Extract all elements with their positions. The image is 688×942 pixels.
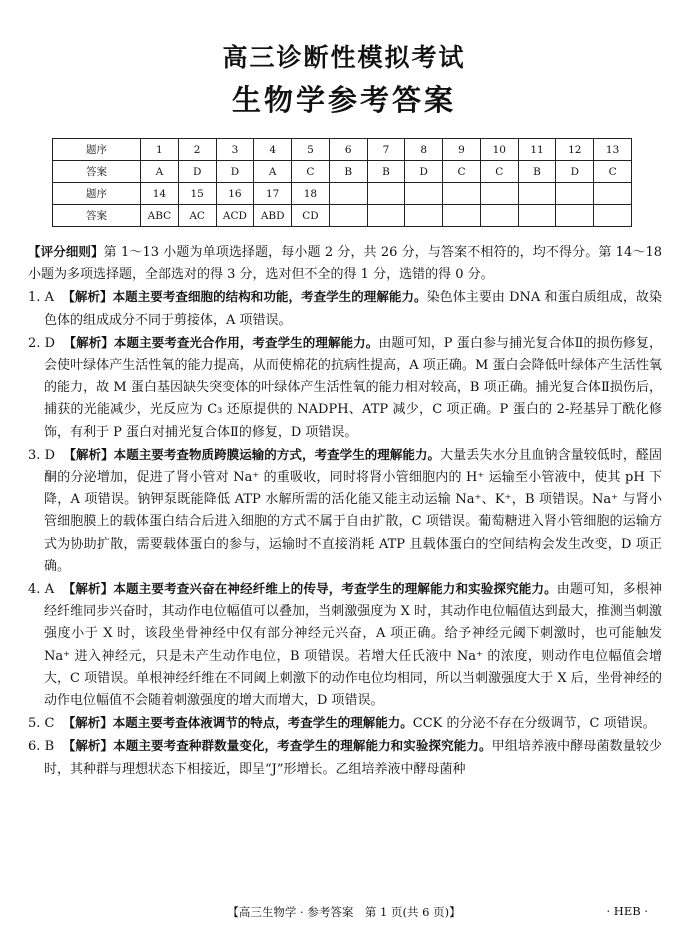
scoring-text: 第 1～13 小题为单项选择题，每小题 2 分，共 26 分，与答案不相符的，均不得分。第 14～18 小题为多项选择题，全部选对的得 3 分，选对但不全的得 1 分，选错的得 0 分。 <box>28 245 662 283</box>
table-cell: D <box>216 161 254 183</box>
analysis-summary: 本题主要考查细胞的结构和功能，考查学生的理解能力。 <box>112 289 427 305</box>
table-cell: 17 <box>254 183 292 205</box>
page-footer: 【高三生物学 · 参考答案 第 1 页(共 6 页)】 <box>227 905 461 919</box>
analysis-text: 大量丢失水分且血钠含量较低时，醛固酮的分泌增加，促进了肾小管对 Na⁺ 的重吸收，同时将肾小管细胞内的 H⁺ 运输至小管液中，使其 pH 下降，A 项错误。钠钾泵既能降低 ATP 水解所需的活化能又能主动运输 Na⁺、K⁺，B 项错误。Na⁺ 与肾小管细胞膜上的载体蛋白结合后进入细胞的方式不属于自由扩散，C 项错误。葡萄糖进入肾小管细胞的运输方式为协助扩散，需要载体蛋白的参与，运输时不直接消耗 ATP 且载体蛋白的空间结构会发生改变，D 项正确。 <box>44 447 662 574</box>
table-cell: A <box>254 161 292 183</box>
question-answer <box>28 712 662 735</box>
question-answer <box>28 286 662 331</box>
answer-table <box>52 138 632 227</box>
table-cell: C <box>292 161 330 183</box>
table-cell: D <box>405 161 443 183</box>
table-cell: 13 <box>594 139 632 161</box>
table-cell <box>443 205 481 227</box>
table-cell: 1 <box>141 139 179 161</box>
question-number: 6. B <box>28 739 55 755</box>
table-cell: C <box>594 161 632 183</box>
analysis-summary: 本题主要考查光合作用，考查学生的理解能力。 <box>113 334 379 350</box>
table-cell: 11 <box>518 139 556 161</box>
question-answer <box>28 578 662 712</box>
table-cell <box>329 183 367 205</box>
table-cell: 3 <box>216 139 254 161</box>
table-cell: 4 <box>254 139 292 161</box>
table-cell: 15 <box>178 183 216 205</box>
table-row <box>53 183 632 205</box>
table-cell: 2 <box>178 139 216 161</box>
analysis-summary: 本题主要考查兴奋在神经纤维上的传导，考查学生的理解能力和实验探究能力。 <box>113 581 557 597</box>
analysis-text: 染色体主要由 DNA 和蛋白质组成，故染色体的组成成分不同于剪接体，A 项错误。 <box>44 290 662 328</box>
table-cell <box>367 183 405 205</box>
scoring-label: 【评分细则】 <box>28 244 104 259</box>
table-cell <box>480 183 518 205</box>
table-cell <box>556 183 594 205</box>
row-header-cell: 题序 <box>53 139 141 161</box>
table-cell: ACD <box>216 205 254 227</box>
table-cell: 18 <box>292 183 330 205</box>
question-answer <box>28 735 662 780</box>
analysis-text: 由题可知，多根神经纤维同步兴奋时，其动作电位幅值可以叠加，当刺激强度为 X 时，其动作电位幅值达到最大，推测当刺激强度小于 X 时，该段坐骨神经中仅有部分神经元兴奋，A 项正确。给予神经元阈下刺激时，也可能触发 Na⁺ 进入神经元，只是未产生动作电位，B 项错误。若增大任氏液中 Na⁺ 的浓度，则动作电位幅值会增大，C 项错误。单根神经纤维在不同阈上刺激下的动作电位均相同，所以当刺激强度大于 X 后，坐骨神经的动作电位幅值不会随着刺激强度的增大而增大，D 项错误。 <box>44 582 662 709</box>
table-cell: 14 <box>141 183 179 205</box>
analysis-tag: 【解析】 <box>62 738 114 754</box>
table-cell <box>367 205 405 227</box>
table-cell: A <box>141 161 179 183</box>
analysis-text: 甲组培养液中酵母菌数量较少时，其种群与理想状态下相接近，即呈“J”形增长。乙组培养液中酵母菌种 <box>44 739 662 777</box>
table-cell: C <box>443 161 481 183</box>
analysis-tag: 【解析】 <box>62 581 114 597</box>
table-cell: D <box>556 161 594 183</box>
table-cell <box>556 205 594 227</box>
table-cell <box>405 183 443 205</box>
table-cell: B <box>518 161 556 183</box>
table-cell <box>594 205 632 227</box>
question-number: 5. C <box>28 716 55 732</box>
table-cell <box>518 183 556 205</box>
table-cell: B <box>329 161 367 183</box>
analysis-tag: 【解析】 <box>63 446 114 462</box>
analysis-summary: 本题主要考查种群数量变化，考查学生的理解能力和实验探究能力。 <box>113 738 492 754</box>
table-row <box>53 139 632 161</box>
analysis-summary: 本题主要考查物质跨膜运输的方式，考查学生的理解能力。 <box>113 446 441 462</box>
analysis-summary: 本题主要考查体液调节的特点，考查学生的理解能力。 <box>112 715 413 731</box>
table-cell: 12 <box>556 139 594 161</box>
table-cell: D <box>178 161 216 183</box>
table-cell: 8 <box>405 139 443 161</box>
table-cell <box>405 205 443 227</box>
page-subtitle: 生物学参考答案 <box>231 83 456 117</box>
question-number: 1. A <box>28 290 54 306</box>
table-cell: 9 <box>443 139 481 161</box>
row-header-cell: 题序 <box>53 183 141 205</box>
analysis-tag: 【解析】 <box>63 334 114 350</box>
table-cell: AC <box>178 205 216 227</box>
table-cell: C <box>480 161 518 183</box>
scoring-rules <box>28 241 662 286</box>
footer-code: · HEB · <box>606 904 648 918</box>
question-answer <box>28 332 662 444</box>
table-cell: ABC <box>141 205 179 227</box>
table-cell: 6 <box>329 139 367 161</box>
table-cell: 7 <box>367 139 405 161</box>
question-number: 4. A <box>28 582 55 598</box>
table-row <box>53 205 632 227</box>
table-cell: 16 <box>216 183 254 205</box>
analysis-tag: 【解析】 <box>62 715 113 731</box>
question-answer <box>28 444 662 578</box>
page-title: 高三诊断性模拟考试 <box>222 43 466 72</box>
table-cell: ABD <box>254 205 292 227</box>
table-row <box>53 161 632 183</box>
question-number: 3. D <box>28 447 56 463</box>
analysis-tag: 【解析】 <box>62 289 113 305</box>
row-header-cell: 答案 <box>53 161 141 183</box>
analysis-text: 由题可知，P 蛋白参与捕光复合体Ⅱ的损伤修复，会使叶绿体产生活性氧的能力提高，从而使棉花的抗病性提高，A 项正确。M 蛋白会降低叶绿体产生活性氧的能力，故 M 蛋白基因缺失突变体的叶绿体产生活性氧的能力相对较高，B 项正确。捕光复合体Ⅱ损伤后，捕获的光能减少，光反应为 C₃ 还原提供的 NADPH、ATP 减少，C 项正确。P 蛋白的 2-羟基异丁酰化修饰，有利于 P 蛋白对捕光复合体Ⅱ的修复，D 项错误。 <box>44 335 662 440</box>
table-cell <box>443 183 481 205</box>
question-number: 2. D <box>28 335 56 351</box>
row-header-cell: 答案 <box>53 205 141 227</box>
table-cell: CD <box>292 205 330 227</box>
answer-content <box>28 241 662 781</box>
analysis-text: CCK 的分泌不存在分级调节，C 项错误。 <box>412 716 656 732</box>
table-cell <box>518 205 556 227</box>
table-cell: 5 <box>292 139 330 161</box>
table-cell <box>480 205 518 227</box>
table-cell <box>594 183 632 205</box>
table-cell: 10 <box>480 139 518 161</box>
table-cell <box>329 205 367 227</box>
table-cell: B <box>367 161 405 183</box>
